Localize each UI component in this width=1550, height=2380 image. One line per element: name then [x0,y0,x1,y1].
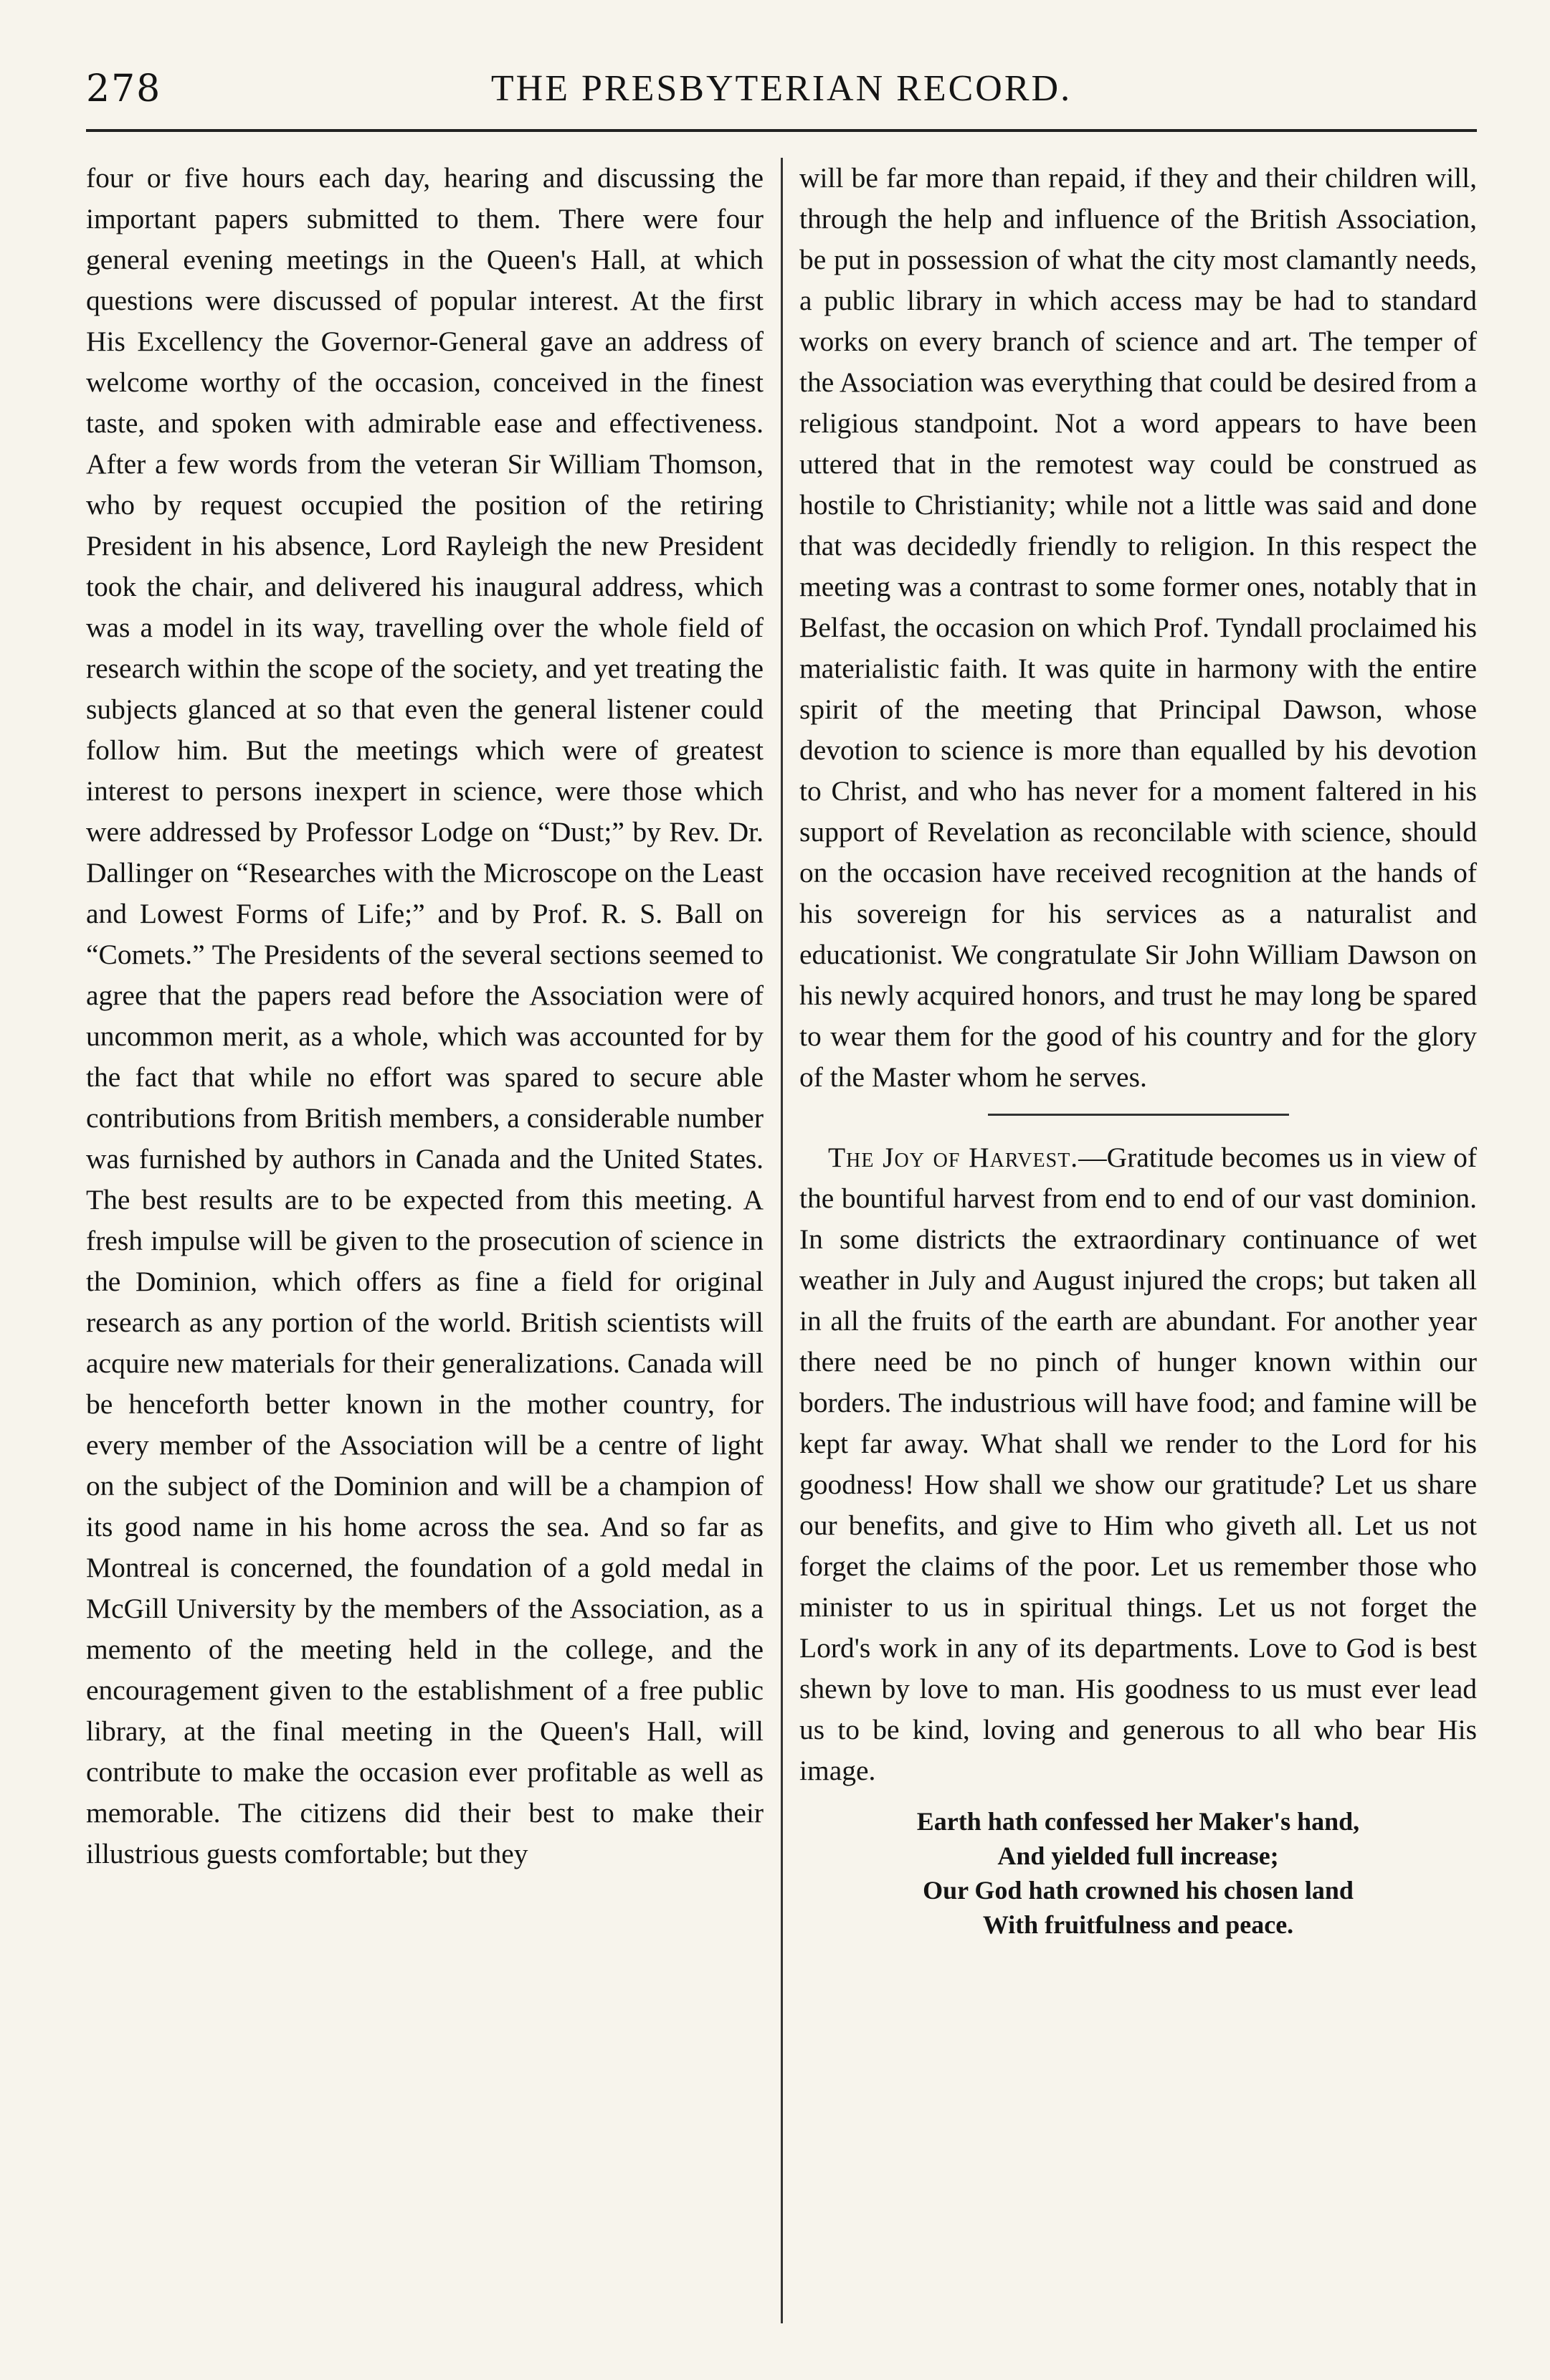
poem-line: With fruitfulness and peace. [982,1910,1294,1939]
harvest-heading: The Joy of Harvest. [828,1142,1079,1173]
harvest-section [799,1137,1477,1791]
poem-line: Earth hath confessed her Maker's hand, [916,1807,1360,1836]
journal-title: THE PRESBYTERIAN RECORD. [490,68,1073,109]
harvest-text: —Gratitude becomes us in view of the bountiful harvest from end to end of our vast dominion. In some districts the extraordinary continuance of wet weather in July and August injured the crops; but taken all in all the fruits of the earth are abundant. For another year there need be no pinch of hunger known within our borders. The industrious will have food; and famine will be kept far away. What shall we render to the Lord for his goodness! How shall we show our gratitude? Let us share our benefits, and give to Him who giveth all. Let us not forget the claims of the poor. Let us remember those who minister to us in spiritual things. Let us not forget the Lord's work in any of its departments. Love to God is best shewn by love to man. His goodness to us must ever lead us to be kind, loving and generous to all who bear His image. [799,1142,1477,1786]
running-header [86,43,1477,132]
continuation-text: will be far more than repaid, if they and their children will, through the help and influence of the British Association, be put in possession of what the city most clamantly needs, a public library in which access may be had to standard works on every branch of science and art. The temper of the Association was everything that could be desired from a religious standpoint. Not a word appears to have been uttered that in the remotest way could be construed as hostile to Christianity; while not a little was said and done that was decidedly friendly to religion. In this respect the meeting was a contrast to some former ones, notably that in Belfast, the occasion on which Prof. Tyndall proclaimed his materialistic faith. It was quite in harmony with the entire spirit of the meeting that Principal Dawson, whose devotion to science is more than equalled by his devotion to Christ, and who has never for a moment faltered in his support of Revelation as reconcilable with science, should on the occasion have received recognition at the hands of his sovereign for his services as a naturalist and educationist. We congratulate Sir John William Dawson on his newly acquired honors, and trust he may long be spared to wear them for the good of his country and for the glory of the Master whom he serves. [799,162,1477,1093]
article-columns [86,158,1477,2338]
section-divider [988,1114,1289,1116]
column-rule [781,158,783,2323]
left-column-text: four or five hours each day, hearing and discussing the important papers submitted to them. There were four general evening meetings in the Queen's Hall, at which questions were discussed of popular interest. At the first His Excellency the Governor-General gave an address of welcome worthy of the occasion, conceived in the finest taste, and spoken with admirable ease and effectiveness. After a few words from the veteran Sir William Thomson, who by request occupied the position of the retiring President in his absence, Lord Rayleigh the new President took the chair, and delivered his inaugural address, which was a model in its way, travelling over the whole field of research within the scope of the society, and yet treating the subjects glanced at so that even the general listener could follow him. But the meetings which were of greatest interest to persons inexpert in science, were those which were addressed by Professor Lodge on “Dust;” by Rev. Dr. Dallinger on “Researches with the Microscope on the Least and Lowest Forms of Life;” and by Prof. R. S. Ball on “Comets.” The Presidents of the several sections seemed to agree that the papers read before the Association were of uncommon merit, as a whole, which was accounted for by the fact that while no effort was spared to secure able contributions from British members, a considerable number was furnished by authors in Canada and the United States. The best results are to be expected from this meeting. A fresh impulse will be given to the prosecution of science in the Dominion, which offers as fine a field for original research as any portion of the world. British scientists will acquire new materials for their generalizations. Canada will be henceforth better known in the mother country, for every member of the Association will be a centre of light on the subject of the Dominion and will be a champion of its good name in his home across the sea. And so far as Montreal is concerned, the foundation of a gold medal in McGill University by the members of the Association, as a memento of the meeting held in the college, and the encouragement given to the establishment of a free public library, at the final meeting in the Queen's Hall, will contribute to make the occasion ever profitable as well as memorable. The citizens did their best to make their illustrious guests comfortable; but they [86,162,764,1869]
poem-line: And yielded full increase; [997,1841,1279,1870]
poem-line: Our God hath crowned his chosen land [923,1876,1354,1905]
closing-poem [799,1804,1477,1942]
harvest-paragraph [799,1137,1477,1791]
page [86,43,1477,2352]
left-column [86,158,764,1874]
page-number: 278 [86,67,162,110]
right-column [799,158,1477,1942]
